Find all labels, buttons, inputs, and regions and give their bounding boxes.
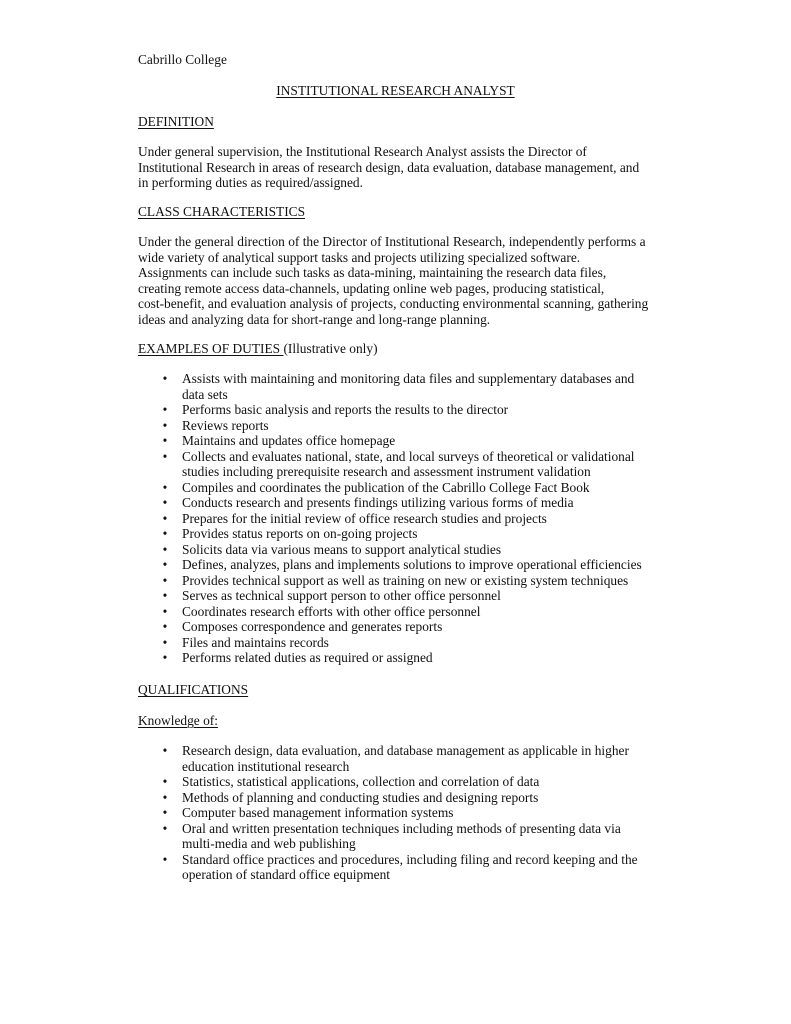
bullet-icon: • bbox=[162, 572, 168, 588]
knowledge-item-text: operation of standard office equipment bbox=[182, 867, 390, 882]
bullet-icon: • bbox=[162, 495, 168, 510]
knowledge-item-text: Methods of planning and conducting studies and designing reports bbox=[182, 789, 539, 805]
knowledge-heading bbox=[138, 713, 218, 729]
class-characteristics-line: cost-benefit, and evaluation analysis of projects, conducting environmental scanning, gathering bbox=[138, 296, 649, 311]
duty-item-text: studies including prerequisite research and assessment instrument validation bbox=[182, 464, 591, 479]
knowledge-item-text: Statistics, statistical applications, collection and correlation of data bbox=[182, 774, 540, 789]
duty-item bbox=[160, 650, 660, 666]
definition-paragraph bbox=[138, 144, 658, 191]
definition-heading-text: DEFINITION bbox=[138, 114, 214, 129]
document-title: INSTITUTIONAL RESEARCH ANALYST bbox=[276, 83, 515, 98]
bullet-icon: • bbox=[162, 526, 168, 541]
bullet-icon: • bbox=[162, 743, 168, 758]
knowledge-item bbox=[160, 852, 660, 883]
duty-item-text: Files and maintains records bbox=[182, 634, 329, 650]
knowledge-item bbox=[160, 743, 660, 774]
duty-item-text: Coordinates research efforts with other office personnel bbox=[182, 603, 481, 619]
bullet-icon: • bbox=[162, 402, 168, 417]
duty-item-text: Assists with maintaining and monitoring data files and supplementary databases and bbox=[182, 371, 635, 386]
class-characteristics-line: ideas and analyzing data for short-range and long-range planning. bbox=[138, 311, 491, 327]
knowledge-list bbox=[160, 743, 660, 883]
duty-item-text: Reviews reports bbox=[182, 417, 269, 433]
duty-item-text: Conducts research and presents findings utilizing various forms of media bbox=[182, 495, 574, 510]
college-name: Cabrillo College bbox=[138, 52, 227, 67]
duty-item-text: Performs related duties as required or assigned bbox=[182, 650, 433, 665]
knowledge-item bbox=[160, 790, 660, 806]
definition-line: Under general supervision, the Institutional Research Analyst assists the Director of bbox=[138, 144, 587, 159]
bullet-icon: • bbox=[162, 619, 168, 634]
duty-item bbox=[160, 511, 660, 527]
duty-item bbox=[160, 542, 660, 558]
knowledge-item bbox=[160, 805, 660, 821]
bullet-icon: • bbox=[162, 433, 168, 448]
duty-item-text: Composes correspondence and generates reports bbox=[182, 619, 443, 634]
duty-item bbox=[160, 402, 660, 418]
bullet-icon: • bbox=[162, 557, 168, 572]
duty-item bbox=[160, 480, 660, 496]
duty-item bbox=[160, 573, 660, 589]
duty-item bbox=[160, 557, 660, 573]
duty-item-text: Provides technical support as well as training on new or existing system techniques bbox=[182, 572, 629, 588]
bullet-icon: • bbox=[162, 820, 168, 836]
knowledge-item-text: education institutional research bbox=[182, 758, 350, 774]
duty-item bbox=[160, 495, 660, 511]
knowledge-item-text: Computer based management information systems bbox=[182, 805, 454, 820]
definition-line: Institutional Research in areas of research design, data evaluation, database management, and bbox=[138, 159, 640, 175]
bullet-icon: • bbox=[162, 603, 168, 619]
bullet-icon: • bbox=[162, 510, 168, 526]
knowledge-item bbox=[160, 821, 660, 852]
qualifications-heading bbox=[138, 682, 248, 698]
duties-heading-note: (Illustrative only) bbox=[283, 341, 378, 356]
duty-item bbox=[160, 371, 660, 402]
duty-item bbox=[160, 588, 660, 604]
duty-item-text: Defines, analyzes, plans and implements solutions to improve operational efficiencies bbox=[182, 557, 642, 572]
bullet-icon: • bbox=[162, 634, 168, 650]
duty-item-text: Serves as technical support person to other office personnel bbox=[182, 588, 501, 603]
class-characteristics-line: Under the general direction of the Director of Institutional Research, independently performs a bbox=[138, 234, 646, 249]
duty-item-text: Provides status reports on on-going projects bbox=[182, 526, 418, 541]
definition-heading bbox=[138, 114, 214, 130]
class-characteristics-heading bbox=[138, 204, 305, 220]
qualifications-heading-text: QUALIFICATIONS bbox=[138, 682, 249, 697]
bullet-icon: • bbox=[162, 371, 168, 386]
class-characteristics-paragraph bbox=[138, 234, 658, 327]
knowledge-heading-text: Knowledge of: bbox=[138, 713, 218, 728]
duties-heading-text: EXAMPLES OF DUTIES bbox=[138, 341, 284, 356]
knowledge-item-text: Oral and written presentation techniques including methods of presenting data via bbox=[182, 820, 621, 836]
duty-item-text: Solicits data via various means to support analytical studies bbox=[182, 541, 502, 557]
duty-item bbox=[160, 604, 660, 620]
duty-item bbox=[160, 619, 660, 635]
bullet-icon: • bbox=[162, 851, 168, 867]
duty-item-text: Performs basic analysis and reports the results to the director bbox=[182, 402, 509, 417]
duty-item bbox=[160, 526, 660, 542]
duty-item-text: Collects and evaluates national, state, and local surveys of theoretical or validational bbox=[182, 448, 635, 464]
knowledge-item-text: Standard office practices and procedures, including filing and record keeping and the bbox=[182, 851, 638, 867]
duty-item bbox=[160, 449, 660, 480]
duty-item bbox=[160, 418, 660, 434]
bullet-icon: • bbox=[162, 805, 168, 820]
bullet-icon: • bbox=[162, 541, 168, 557]
knowledge-item-text: Research design, data evaluation, and database management as applicable in higher bbox=[182, 743, 629, 758]
bullet-icon: • bbox=[162, 650, 168, 665]
bullet-icon: • bbox=[162, 774, 168, 789]
bullet-icon: • bbox=[162, 588, 168, 603]
duty-item-text: Maintains and updates office homepage bbox=[182, 433, 396, 448]
knowledge-item-text: multi-media and web publishing bbox=[182, 836, 356, 851]
duty-item-text: Compiles and coordinates the publication of the Cabrillo College Fact Book bbox=[182, 479, 590, 495]
duties-heading bbox=[138, 341, 378, 357]
duty-item bbox=[160, 433, 660, 449]
duty-item bbox=[160, 635, 660, 651]
class-characteristics-line: creating remote access data-channels, updating online web pages, producing statistical, bbox=[138, 280, 605, 296]
bullet-icon: • bbox=[162, 417, 168, 433]
bullet-icon: • bbox=[162, 479, 168, 495]
class-characteristics-line: Assignments can include such tasks as data-mining, maintaining the research data files, bbox=[138, 265, 607, 280]
bullet-icon: • bbox=[162, 448, 168, 464]
duty-item-text: Prepares for the initial review of office research studies and projects bbox=[182, 510, 547, 526]
knowledge-item bbox=[160, 774, 660, 790]
bullet-icon: • bbox=[162, 789, 168, 805]
duty-item-text: data sets bbox=[182, 386, 228, 402]
class-characteristics-heading-text: CLASS CHARACTERISTICS bbox=[138, 204, 306, 219]
definition-line: in performing duties as required/assigned. bbox=[138, 175, 363, 190]
class-characteristics-line: wide variety of analytical support tasks and projects utilizing specialized software. bbox=[138, 249, 581, 265]
duties-list bbox=[160, 371, 660, 666]
